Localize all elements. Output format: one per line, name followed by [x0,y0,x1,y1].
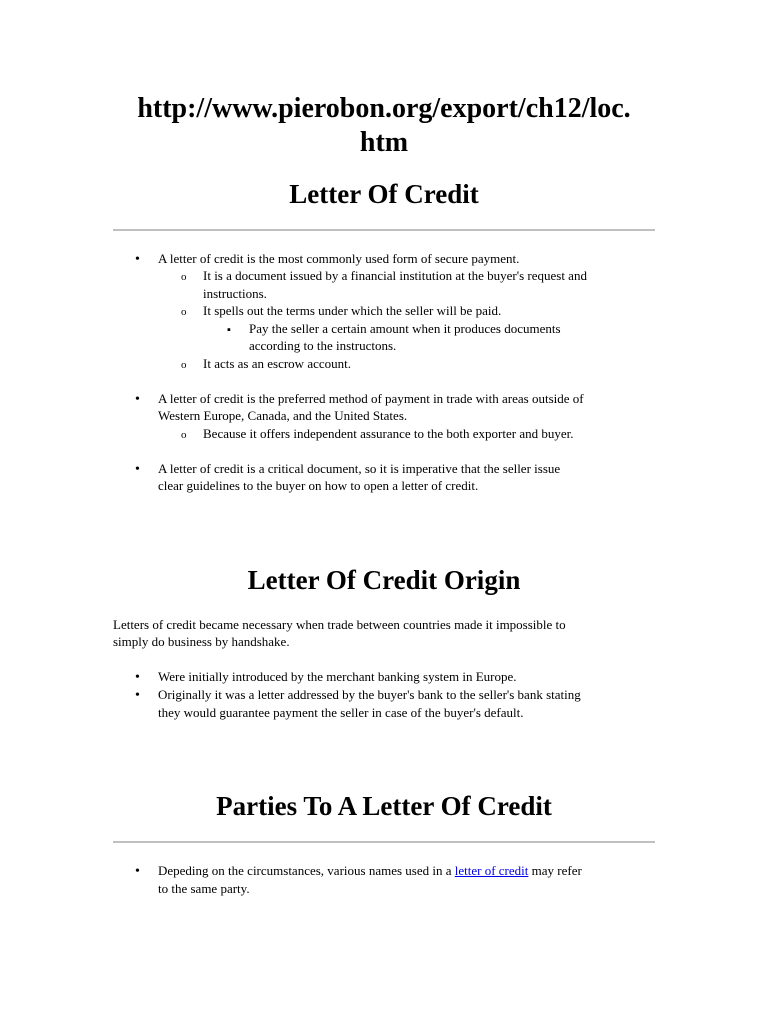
horizontal-rule [113,841,655,843]
list-item: Originally it was a letter addressed by the buyer's bank to the seller's bank stating [158,687,581,702]
bullet-disc-icon [135,390,140,409]
list-item-continuation: clear guidelines to the buyer on how to open a letter of credit. [158,478,479,493]
bullet-disc-icon [135,460,140,479]
bullet-disc-icon [135,686,140,705]
list-item-continuation: according to the instructons. [249,338,397,353]
paragraph-line: Letters of credit became necessary when trade between countries made it impossible to [113,617,566,632]
list-item-continuation: to the same party. [158,881,250,896]
bullet-circle-icon [181,355,187,375]
letter-of-credit-link[interactable]: letter of credit [454,863,529,878]
list-item: A letter of credit is the most commonly used form of secure payment. [158,251,520,266]
list-item-continuation: they would guarantee payment the seller in case of the buyer's default. [158,705,524,720]
paragraph-line: simply do business by handshake. [113,634,290,649]
heading-parties-to-a-letter-of-credit: Parties To A Letter Of Credit [216,791,552,821]
list-item-continuation: instructions. [203,286,267,301]
bullet-disc-icon [135,862,140,881]
url-title [100,92,668,160]
list-item: A letter of credit is a critical document, so it is imperative that the seller issue [158,461,561,476]
list-item: It spells out the terms under which the seller will be paid. [203,303,502,318]
list-item: Were initially introduced by the merchant banking system in Europe. [158,669,517,684]
list-item: It acts as an escrow account. [203,356,351,371]
heading-letter-of-credit-origin: Letter Of Credit Origin [247,565,521,595]
list-item [158,862,582,880]
list-item: It is a document issued by a financial institution at the buyer's request and [203,268,587,283]
list-item-continuation: Western Europe, Canada, and the United States. [158,408,408,423]
bullet-square-icon [227,320,231,340]
list-item: Pay the seller a certain amount when it produces documents [249,321,561,336]
bullet-circle-icon [181,267,187,287]
list-item-text: may refer [528,863,582,878]
bullet-disc-icon [135,668,140,687]
horizontal-rule [113,229,655,231]
bullet-circle-icon [181,425,187,445]
url-title-line1: http://www.pierobon.org/export/ch12/loc. [137,93,631,124]
bullet-circle-icon [181,302,187,322]
url-title-line2: htm [359,127,409,158]
heading-letter-of-credit: Letter Of Credit [289,179,479,209]
list-item: Because it offers independent assurance to the both exporter and buyer. [203,426,574,441]
list-item: A letter of credit is the preferred method of payment in trade with areas outside of [158,391,584,406]
bullet-disc-icon [135,250,140,269]
list-item-text: Depeding on the circumstances, various names used in a [158,863,455,878]
